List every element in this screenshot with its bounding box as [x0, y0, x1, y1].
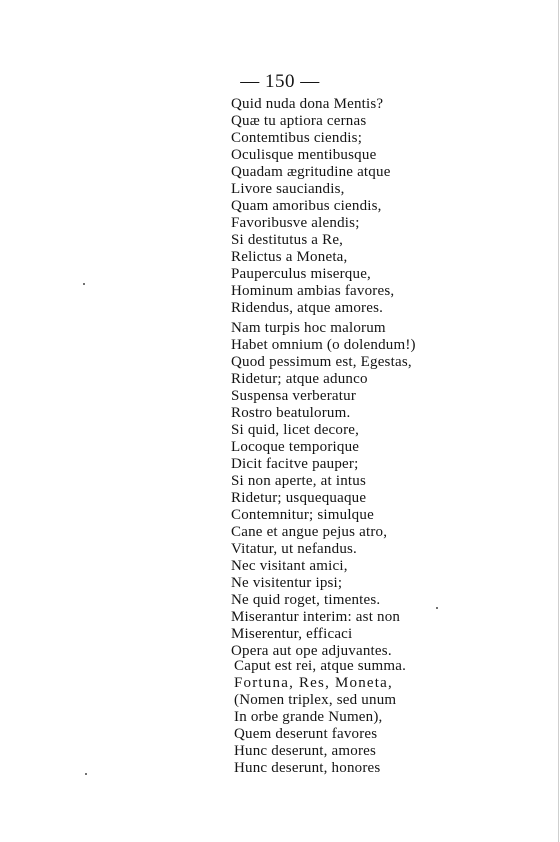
verse-line: Quod pessimum est, Egestas, [231, 354, 412, 370]
verse-line: Hunc deserunt, amores [234, 743, 377, 759]
verse-line: Miserentur, efficaci [231, 626, 353, 642]
verse-line: Si destitutus a Re, [231, 232, 344, 248]
print-speck [83, 283, 85, 285]
verse-line: Locoque temporique [231, 439, 360, 455]
verse-line: Contemnitur; simulque [231, 507, 374, 523]
print-speck [85, 773, 87, 775]
verse-line: Ridendus, atque amores. [231, 300, 384, 316]
verse-line: Hominum ambias favores, [231, 283, 395, 299]
verse-line: Caput est rei, atque summa. [234, 658, 407, 674]
verse-line: Habet omnium (o dolendum!) [231, 337, 416, 353]
verse-line: Vitatur, ut nefandus. [231, 541, 358, 557]
verse-line: Si non aperte, at intus [231, 473, 366, 489]
verse-line: Quadam ægritudine atque [231, 164, 391, 180]
verse-line: Si quid, licet decore, [231, 422, 360, 438]
stanza [231, 320, 416, 660]
verse-line: Pauperculus miserque, [231, 266, 371, 282]
stanza [234, 658, 406, 777]
verse-line: Livore sauciandis, [231, 181, 345, 197]
verse-line: Nec visitant amici, [231, 558, 348, 574]
verse-line: Opera aut ope adjuvantes. [231, 643, 392, 659]
verse-line: Nam turpis hoc malorum [231, 320, 386, 336]
verse-line: Hunc deserunt, honores [234, 760, 381, 776]
verse-line: Ridetur; atque adunco [231, 371, 368, 387]
verse-line: Ne quid roget, timentes. [231, 592, 381, 608]
verse-line: Favoribusve alendis; [231, 215, 360, 231]
verse-line: Suspensa verberatur [231, 388, 357, 404]
verse-line: Oculisque mentibusque [231, 147, 377, 163]
verse-line: Fortuna, Res, Moneta, [234, 675, 393, 691]
verse-line: Rostro beatulorum. [231, 405, 351, 421]
verse-line: Cane et angue pejus atro, [231, 524, 388, 540]
verse-line: Relictus a Moneta, [231, 249, 348, 265]
verse-line: Ridetur; usquequaque [231, 490, 367, 506]
verse-line: Contemtibus ciendis; [231, 130, 363, 146]
verse-line: (Nomen triplex, sed unum [234, 692, 397, 708]
print-speck [436, 607, 438, 609]
verse-line: Dicit facitve pauper; [231, 456, 359, 472]
page-edge [558, 0, 559, 842]
verse-line: Quam amoribus ciendis, [231, 198, 382, 214]
verse-line: Quid nuda dona Mentis? [231, 96, 384, 112]
verse-line: In orbe grande Numen), [234, 709, 383, 725]
verse-line: Quæ tu aptiora cernas [231, 113, 367, 129]
stanza [231, 96, 394, 317]
verse-line: Quem deserunt favores [234, 726, 378, 742]
verse-line: Miserantur interim: ast non [231, 609, 401, 625]
page-number: — 150 — [240, 71, 320, 92]
verse-line: Ne visitentur ipsi; [231, 575, 343, 591]
